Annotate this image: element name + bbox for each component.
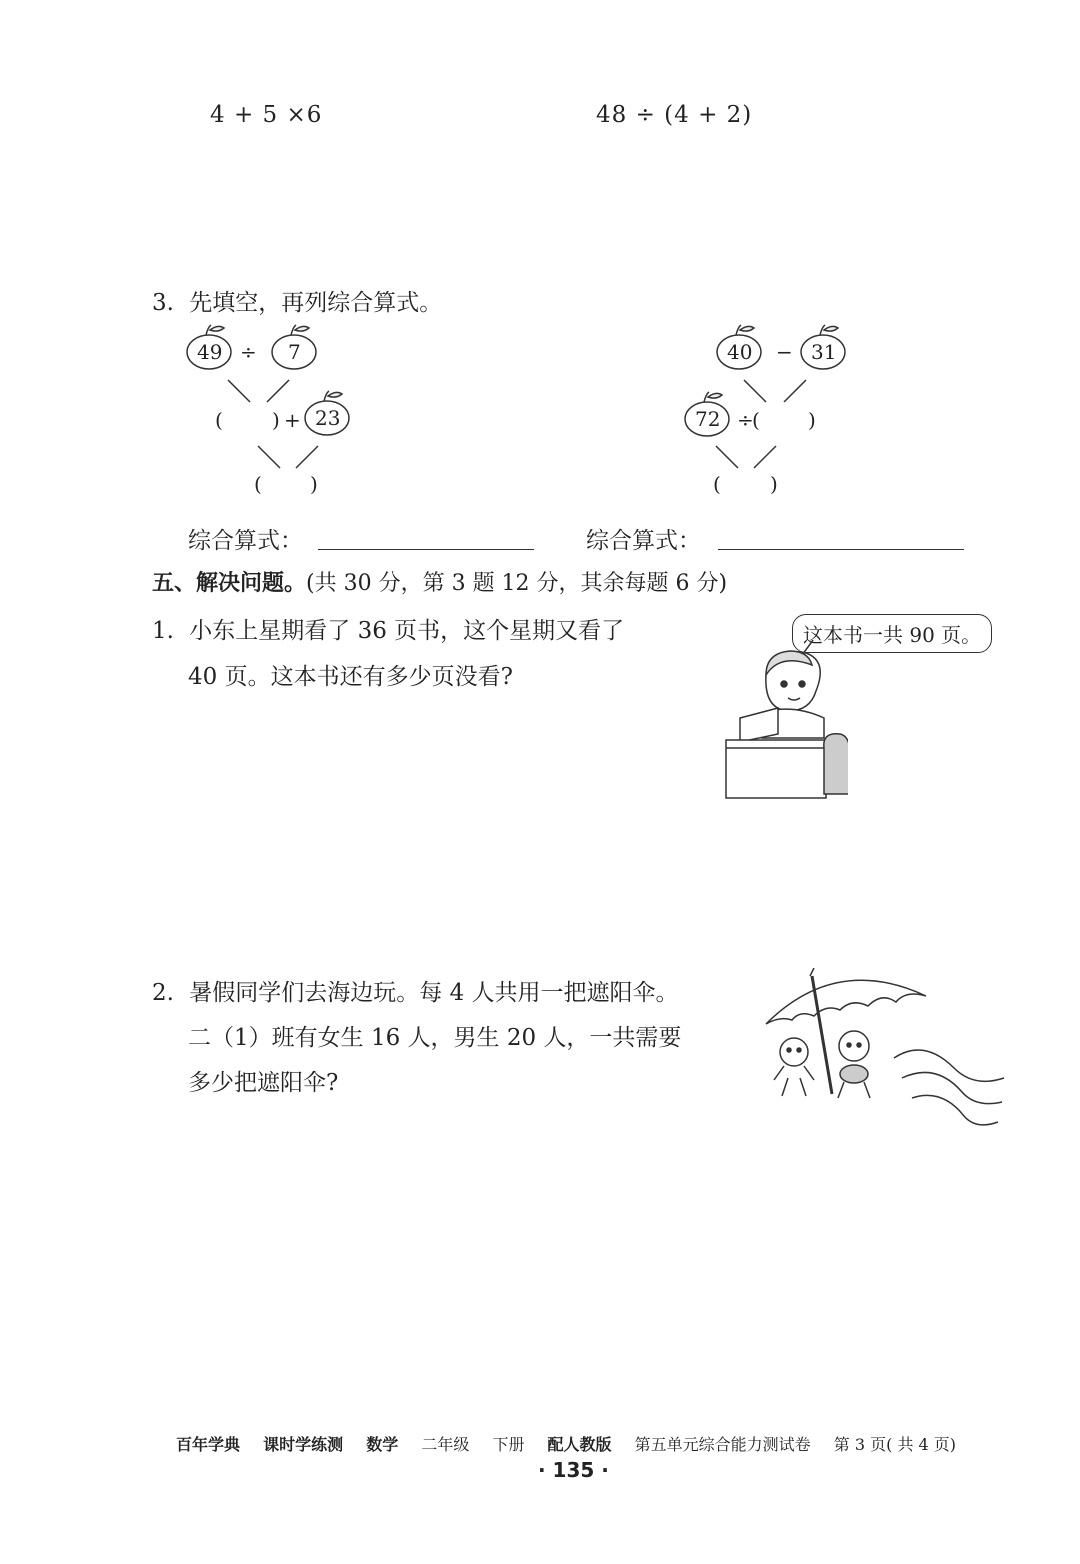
left-tree-result-close: ) (310, 472, 318, 496)
left-tree-number-c: 23 (315, 406, 341, 430)
formula-label-right: 综合算式： (586, 528, 701, 554)
right-tree-blank-open: ( (752, 408, 760, 432)
formula-label-left: 综合算式： (188, 528, 303, 554)
right-tree-number-c: 72 (695, 407, 721, 431)
footer-series: 课时学练测 (263, 1435, 344, 1454)
right-tree-number-b: 31 (811, 340, 837, 364)
footer-page-info: 第 3 页( 共 4 页) (833, 1435, 957, 1454)
footer-brand: 百年学典 (176, 1435, 241, 1454)
right-tree-operator-1: − (776, 340, 793, 364)
expression-1: 4 + 5 ×6 (210, 102, 323, 128)
problem-1-number: 1. (152, 618, 174, 644)
expression-2: 48 ÷ (4 + 2) (596, 102, 753, 128)
problem-2-number: 2. (152, 980, 174, 1006)
speech-bubble: 这本书一共 90 页。 (792, 614, 992, 653)
section-5-note: (共 30 分，第 3 题 12 分，其余每题 6 分) (306, 571, 728, 596)
left-tree-result-open: ( (254, 472, 262, 496)
formula-answer-line-right[interactable] (718, 549, 964, 550)
formula-answer-line-left[interactable] (318, 549, 534, 550)
problem-2-text-3: 多少把遮阳伞? (188, 1070, 339, 1096)
problem-2-text-1: 暑假同学们去海边玩。每 4 人共用一把遮阳伞。 (189, 980, 679, 1006)
problem-1-text-2: 40 页。这本书还有多少页没看? (188, 664, 513, 690)
footer-info (176, 1432, 974, 1455)
left-tree-blank-close: ) (272, 408, 280, 432)
beach-umbrella-illustration (762, 968, 1012, 1148)
right-tree-result-open: ( (713, 472, 721, 496)
q3-prompt: 先填空，再列综合算式。 (189, 290, 443, 316)
footer-grade: 二年级 (421, 1435, 470, 1454)
right-tree-operator-2: ÷ (737, 408, 754, 432)
problem-1-text-1: 小东上星期看了 36 页书，这个星期又看了 (189, 618, 625, 644)
left-tree-number-b: 7 (288, 340, 301, 364)
section-5-title: 五、解决问题。 (152, 571, 307, 596)
section-5-heading (152, 566, 727, 597)
tree-lines-right (716, 380, 806, 468)
left-tree-operator-2: + (284, 408, 301, 432)
footer-subject: 数学 (366, 1435, 399, 1454)
right-tree-result-close: ) (770, 472, 778, 496)
right-tree-blank-close: ) (808, 408, 816, 432)
footer-edition: 配人教版 (547, 1435, 612, 1454)
problem-2-text-2: 二（1）班有女生 16 人，男生 20 人，一共需要 (188, 1025, 682, 1051)
left-tree-blank-open: ( (215, 408, 223, 432)
problem-2-line-1 (152, 974, 679, 1007)
q3-number: 3. (152, 290, 174, 316)
right-tree-number-a: 40 (727, 340, 753, 364)
reading-boy-illustration (718, 640, 848, 800)
problem-1-line-1 (152, 612, 624, 645)
page-number: · 135 · (538, 1458, 609, 1482)
footer-test-name: 第五单元综合能力测试卷 (634, 1435, 811, 1454)
footer-volume: 下册 (492, 1435, 525, 1454)
left-tree-operator-1: ÷ (240, 340, 257, 364)
left-tree-number-a: 49 (197, 340, 223, 364)
